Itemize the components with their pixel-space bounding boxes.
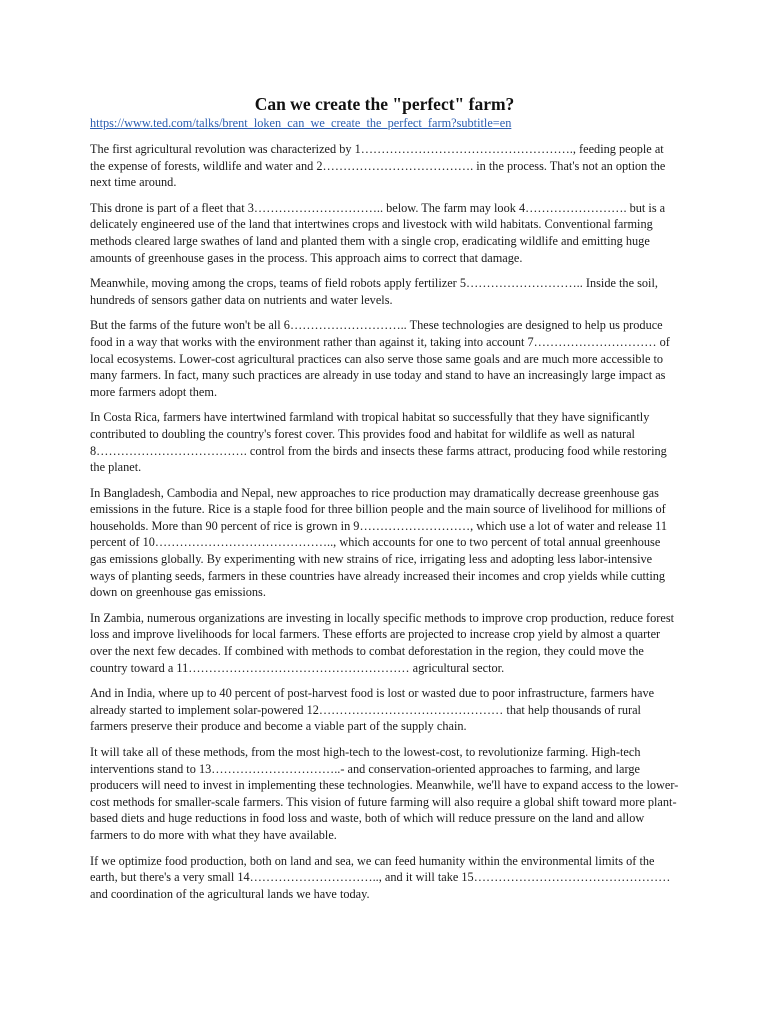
paragraph-7: In Zambia, numerous organizations are investing in locally specific methods to improve crop production, reduce forest loss and improve livelihoods for local farmers. These efforts are projected to increase crop yield by almost a quarter over the next few decades. If combined with methods to combat deforestation in the region, they could move the country toward a 11……………………………………………… agricultural sector.	[90, 610, 675, 675]
paragraph-4: But the farms of the future won't be all 6……………………….. These technologies are designed to help us produce food in a way that works with the environment rather than against it, taking into account 7………………………… of local ecosystems. Lower-cost agricultural practices can also serve those same goals and are much more accessible to many farmers. In fact, many such practices are already in use today and stand to have an increasingly large impact as more farmers adopt them.	[90, 318, 670, 399]
document-title: Can we create the "perfect" farm?	[254, 94, 515, 114]
paragraph-3: Meanwhile, moving among the crops, teams of field robots apply fertilizer 5……………………….. Inside the soil, hundreds of sensors gather data on nutrients and water levels.	[90, 276, 658, 307]
paragraph-9: It will take all of these methods, from the most high-tech to the lowest-cost, to revolutionize farming. High-tech interventions stand to 13…………………………..- and conservation-oriented approaches to farming, and large producers will need to invest in implementing these technologies. Meanwhile, we'll have to expand access to the lower-cost methods for smaller-scale farmers. This vision of future farming will also require a global shift toward more plant-based diets and huge reductions in food loss and waste, both of which will reduce pressure on the land and allow farmers to do more with what they have available.	[90, 745, 679, 842]
paragraph-1: The first agricultural revolution was characterized by 1……………………………………………., feeding people at the expense of forests, wildlife and water and 2………………………………. in the process. That's not an option the next time around.	[90, 142, 666, 190]
paragraph-5: In Costa Rica, farmers have intertwined farmland with tropical habitat so successfully that they have significantly contributed to doubling the country's forest cover. This provides food and habitat for wildlife as well as natural 8………………………………. control from the birds and insects these farms attract, producing food while restoring the planet.	[90, 410, 667, 475]
ted-talk-link[interactable]: https://www.ted.com/talks/brent_loken_can_we_create_the_perfect_farm?subtitle=en	[90, 116, 512, 130]
paragraph-10: If we optimize food production, both on land and sea, we can feed humanity within the environmental limits of the earth, but there's a very small 14………………………….., and it will take 15………………………………………… and coordination of the agricultural lands we have today.	[90, 853, 671, 901]
paragraph-8: And in India, where up to 40 percent of post-harvest food is lost or wasted due to poor infrastructure, farmers have already started to implement solar-powered 12……………………………………… that help thousands of rural farmers preserve their produce and become a viable part of the supply chain.	[90, 686, 655, 734]
paragraph-2: This drone is part of a fleet that 3………………………….. below. The farm may look 4……………………. but is a delicately engineered use of the land that intertwines crops and livestock with wild habitats. Conventional farming methods cleared large swathes of land and planted them with a single crop, eradicating wildlife and emitting huge amounts of greenhouse gases in the process. This approach aims to correct that damage.	[90, 200, 666, 265]
paragraph-6: In Bangladesh, Cambodia and Nepal, new approaches to rice production may dramatically decrease greenhouse gas emissions in the future. Rice is a staple food for three billion people and the main source of livelihood for millions of households. More than 90 percent of rice is grown in 9………………………, which use a lot of water and release 11 percent of 10…………………………………….., which accounts for one to two percent of total annual greenhouse gas emissions globally. By experimenting with new strains of rice, irrigating less and adopting less labor-intensive ways of planting seeds, farmers in these countries have already increased their incomes and crop yields while cutting down on greenhouse gas emissions.	[90, 485, 668, 600]
document-page	[90, 93, 679, 911]
